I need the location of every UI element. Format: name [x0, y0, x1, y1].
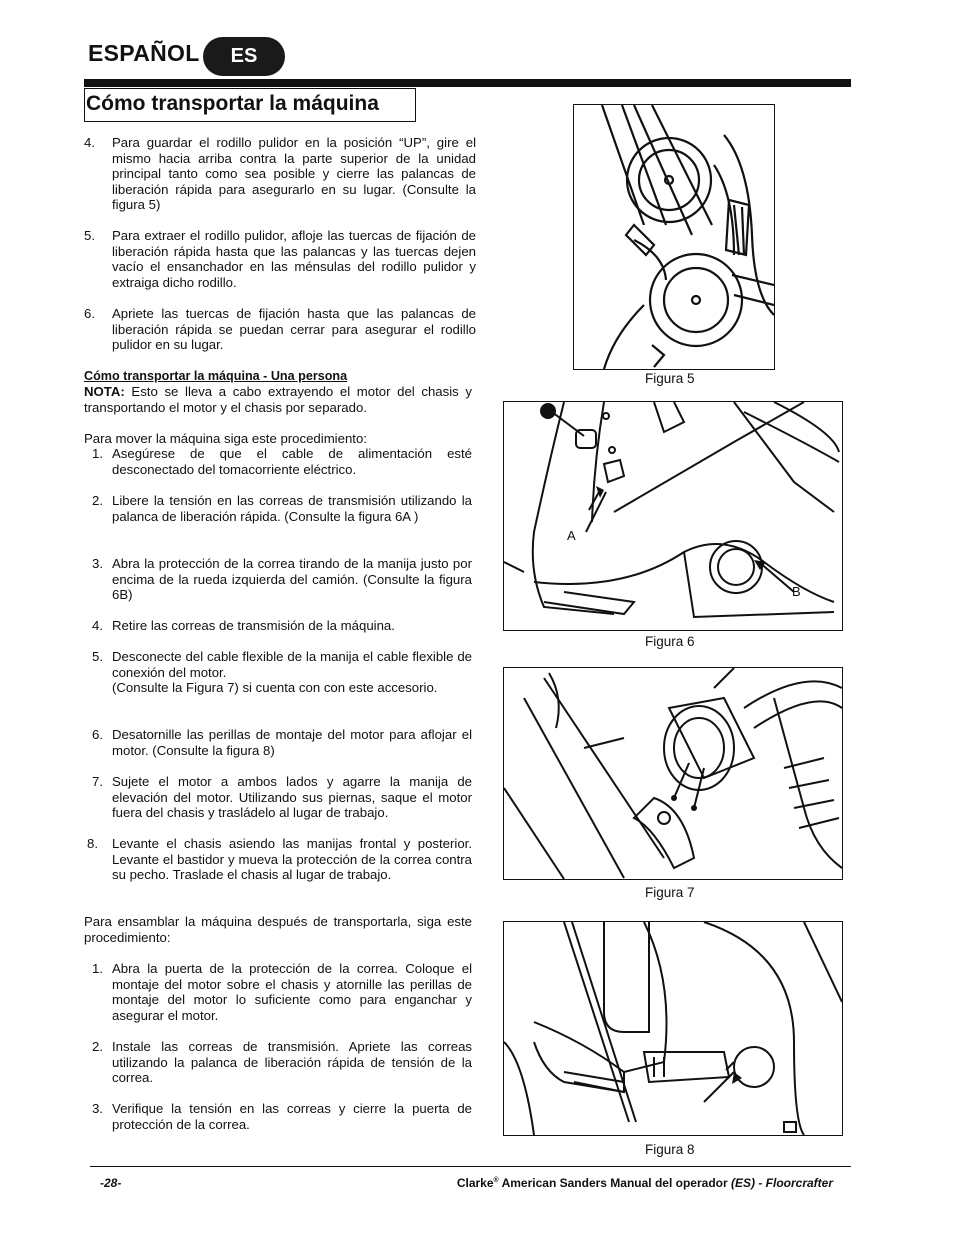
item-text: Apriete las tuercas de fijación hasta que las palancas de liberación rápida se puedan cerrar para asegurar el rodillo pulidor en su lugar. — [112, 306, 476, 353]
language-badge: ES — [203, 37, 285, 76]
item-text: Para extraer el rodillo pulidor, afloje las tuercas de fijación de liberación rápida hasta que las palancas y las tuercas dejen vacío el ensanchador en las ménsulas del rodillo pulidor y extraiga dicho rodillo. — [112, 228, 476, 290]
figure-6-caption: Figura 6 — [645, 634, 695, 649]
item-number: 5. — [92, 649, 103, 664]
item-number: 7. — [92, 774, 103, 789]
item-text: Sujete el motor a ambos lados y agarre la manija de elevación del motor. Utilizando sus piernas, saque el motor fuera del chasis y trasládelo al lugar de trabajo. — [112, 774, 472, 821]
item-text: Instale las correas de transmisión. Apriete las correas utilizando la palanca de liberación rápida de tensión de la correa. — [112, 1039, 472, 1086]
language-label: ESPAÑOL — [88, 40, 200, 66]
footer-title — [457, 1176, 833, 1190]
subheading: Cómo transportar la máquina - Una persona — [84, 369, 348, 383]
footer-reg: ® — [493, 1177, 499, 1184]
figure-8-illustration — [504, 922, 842, 1135]
item-number: 2. — [92, 493, 103, 508]
header-rule — [84, 79, 851, 87]
move-intro: Para mover la máquina siga este procedimiento: — [84, 431, 367, 446]
item-number: 1. — [92, 446, 103, 461]
item-number: 3. — [92, 1101, 103, 1116]
footer-manual: American Sanders Manual del operador — [498, 1176, 731, 1190]
footer-rule — [90, 1166, 851, 1167]
item-number: 4. — [92, 618, 103, 633]
item-text: Asegúrese de que el cable de alimentación esté desconectado del tomacorriente eléctrico. — [112, 446, 472, 477]
footer-edition: (ES) - Floorcrafter — [730, 1176, 833, 1190]
item-text: Abra la puerta de la protección de la correa. Coloque el montaje del motor sobre el chasis y atornille las perillas de montaje del motor lo suficiente como para enganchar y asegurar el motor. — [112, 961, 472, 1023]
item-number: 8. — [87, 836, 98, 851]
item-number: 1. — [92, 961, 103, 976]
section-title: Cómo transportar la máquina — [86, 92, 379, 115]
item-text: Abra la protección de la correa tirando de la manija justo por encima de la rueda izquierda del camión. (Consulte la figura 6B) — [112, 556, 472, 603]
figure-5-illustration — [574, 105, 774, 369]
item-text: Para guardar el rodillo pulidor en la posición “UP”, gire el mismo hacia arriba contra la parte superior de la unidad principal tanto como sea posible y cierre las palancas de liberación rápida para asegurarlo en su lugar. (Consulte la figura 5) — [112, 135, 476, 213]
figure-5-caption: Figura 5 — [645, 371, 695, 386]
item-number: 2. — [92, 1039, 103, 1054]
figure-6-label-b: B — [792, 584, 801, 599]
figure-6-label-a: A — [567, 528, 576, 543]
item-text: Libere la tensión en las correas de transmisión utilizando la palanca de liberación rápida. (Consulte la figura 6A ) — [112, 493, 472, 524]
item-number: 6. — [92, 727, 103, 742]
page-number: -28- — [100, 1176, 122, 1190]
item-number: 6. — [84, 306, 95, 321]
item-text: Levante el chasis asiendo las manijas frontal y posterior. Levante el bastidor y mueva la protección de la correa contra su pecho. Traslade el chasis al lugar de trabajo. — [112, 836, 472, 883]
note-label: NOTA: — [84, 384, 125, 399]
footer-brand: Clarke — [456, 1176, 494, 1190]
figure-7-caption: Figura 7 — [645, 885, 695, 900]
figure-6 — [503, 401, 843, 631]
item-text: Verifique la tensión en las correas y cierre la puerta de protección de la correa. — [112, 1101, 472, 1132]
item-text: Desconecte del cable flexible de la manija el cable flexible de conexión del motor. (Consulte la Figura 7) si cuenta con con este accesorio. — [112, 649, 472, 696]
figure-5 — [573, 104, 775, 370]
item-number: 3. — [92, 556, 103, 571]
item-number: 4. — [84, 135, 95, 150]
item-number: 5. — [84, 228, 95, 243]
figure-7-illustration — [504, 668, 842, 879]
item-text: Retire las correas de transmisión de la máquina. — [112, 618, 395, 633]
note-paragraph — [84, 384, 472, 415]
assemble-intro: Para ensamblar la máquina después de transportarla, siga este procedimiento: — [84, 914, 472, 945]
figure-8-caption: Figura 8 — [645, 1142, 695, 1157]
item-text: Desatornille las perillas de montaje del motor para aflojar el motor. (Consulte la figura 8) — [112, 727, 472, 758]
figure-7 — [503, 667, 843, 880]
figure-8 — [503, 921, 843, 1136]
note-text: Esto se lleva a cabo extrayendo el motor del chasis y transportando el motor y el chasis por separado. — [84, 384, 472, 415]
